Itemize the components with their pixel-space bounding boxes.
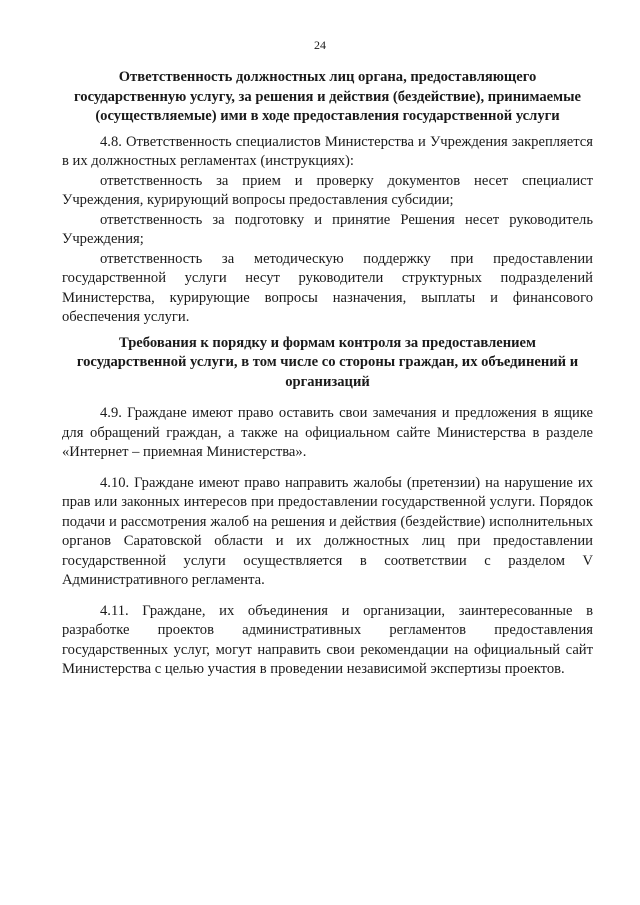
paragraph-responsibility-methodical: ответственность за методическую поддержку при предоставлении государственной услуги несут руководители структурных подразделений Министерства, курирующие вопросы назначения, выплаты и финансового обеспечения услуги. <box>62 250 593 325</box>
paragraph-4-8: 4.8. Ответственность специалистов Министерства и Учреждения закрепляется в их должностных регламентах (инструкциях): <box>62 133 593 169</box>
paragraph-responsibility-head: ответственность за подготовку и принятие Решения несет руководитель Учреждения; <box>62 211 593 247</box>
paragraph-4-11: 4.11. Граждане, их объединения и организации, заинтересованные в разработке проектов административных регламентов предоставления государственных услуг, могут направить свои рекомендации на официальный сайт Министерства с целью участия в проведении независимой экспертизы проектов. <box>62 602 593 677</box>
paragraph-4-10: 4.10. Граждане имеют право направить жалобы (претензии) на нарушение их прав или законных интересов при предоставлении государственной услуги. Порядок подачи и рассмотрения жалоб на решения и действия (бездействие) исполнительных органов Саратовской области и их должностных лиц при предоставлении государственной услуги осуществляется в соответствии с разделом V Административного регламента. <box>62 474 593 588</box>
paragraph-4-9: 4.9. Граждане имеют право оставить свои замечания и предложения в ящике для обращений граждан, а также на официальном сайте Министерства в разделе «Интернет – приемная Министерства». <box>62 405 593 460</box>
document-body <box>62 68 593 691</box>
section-heading-responsibility: Ответственность должностных лиц органа, предоставляющего государственную услугу, за решения и действия (бездействие), принимаемые (осуществляемые) ими в ходе предоставления государственной услуги <box>74 69 581 124</box>
page-number: 24 <box>314 38 326 52</box>
paragraph-responsibility-specialist: ответственность за прием и проверку документов несет специалист Учреждения, курирующий вопросы предоставления субсидии; <box>62 172 593 208</box>
section-heading-control: Требования к порядку и формам контроля за предоставлением государственной услуги, в том числе со стороны граждан, их объединений и организаций <box>76 334 579 390</box>
